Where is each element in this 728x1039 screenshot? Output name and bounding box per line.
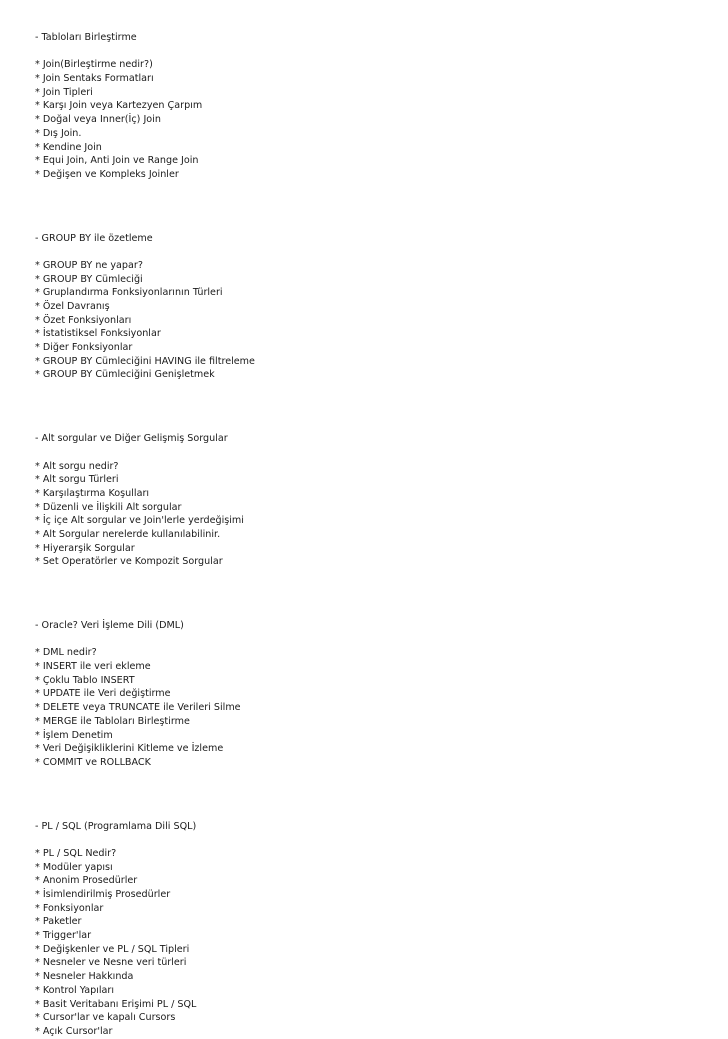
- list-item: * INSERT ile veri ekleme: [35, 661, 151, 673]
- list-item: * MERGE ile Tabloları Birleştirme: [35, 715, 190, 727]
- topic-list: [35, 58, 715, 181]
- list-item: * Düzenli ve İlişkili Alt sorgular: [35, 501, 182, 513]
- document-page: [35, 31, 715, 1039]
- list-item: * Trigger'lar: [35, 930, 92, 942]
- section-heading: - Oracle? Veri İşleme Dili (DML): [35, 620, 184, 631]
- list-item: * Diğer Fonksiyonlar: [35, 342, 133, 354]
- list-item: * UPDATE ile Veri değiştirme: [35, 688, 171, 700]
- section-dml: [35, 619, 715, 770]
- list-item: * Kontrol Yapıları: [35, 984, 115, 996]
- list-item: * Set Operatörler ve Kompozit Sorgular: [35, 556, 223, 568]
- list-item: * İç içe Alt sorgular ve Join'lerle yerdeğişimi: [35, 515, 244, 527]
- section-plsql: [35, 820, 715, 1039]
- section-heading: - GROUP BY ile özetleme: [35, 232, 153, 244]
- section-heading: - Tabloları Birleştirme: [35, 32, 137, 43]
- list-item: * Değişen ve Kompleks Joinler: [35, 168, 179, 180]
- list-item: * Değişkenler ve PL / SQL Tipleri: [35, 943, 190, 955]
- list-item: * İşlem Denetim: [35, 729, 113, 741]
- list-item: * DML nedir?: [35, 647, 97, 659]
- list-item: * Alt Sorgular nerelerde kullanılabilinir.: [35, 528, 221, 540]
- list-item: * İsimlendirilmiş Prosedürler: [35, 889, 171, 900]
- list-item: * COMMIT ve ROLLBACK: [35, 756, 151, 768]
- list-item: * Cursor'lar ve kapalı Cursors: [35, 1012, 176, 1024]
- topic-list: [35, 847, 715, 1039]
- list-item: * Veri Değişikliklerini Kitleme ve İzleme: [35, 743, 224, 755]
- list-item: * Doğal veya Inner(İç) Join: [35, 114, 161, 126]
- list-item: * Join Tipleri: [35, 86, 93, 98]
- list-item: * Dış Join.: [35, 127, 82, 139]
- list-item: * Fonksiyonlar: [35, 902, 104, 914]
- list-item: * Hiyerarşik Sorgular: [35, 542, 135, 554]
- list-item: * Paketler: [35, 916, 82, 928]
- list-item: * Alt sorgu nedir?: [35, 460, 119, 472]
- list-item: * İstatistiksel Fonksiyonlar: [35, 328, 161, 340]
- topic-list: [35, 460, 715, 570]
- section-joins: [35, 31, 715, 182]
- topic-list: [35, 646, 715, 769]
- list-item: * Modüler yapısı: [35, 861, 113, 873]
- list-item: * Karşı Join veya Kartezyen Çarpım: [35, 100, 203, 112]
- list-item: * DELETE veya TRUNCATE ile Verileri Silme: [35, 702, 241, 714]
- section-subqueries: [35, 432, 715, 569]
- list-item: * Anonim Prosedürler: [35, 875, 138, 887]
- list-item: * Gruplandırma Fonksiyonlarının Türleri: [35, 287, 223, 299]
- list-item: * Kendine Join: [35, 141, 102, 153]
- list-item: * Alt sorgu Türleri: [35, 474, 119, 486]
- topic-list: [35, 259, 715, 382]
- list-item: * PL / SQL Nedir?: [35, 847, 117, 859]
- list-item: * Karşılaştırma Koşulları: [35, 487, 150, 499]
- list-item: * GROUP BY Cümleciğini Genişletmek: [35, 369, 215, 381]
- list-item: * Çoklu Tablo INSERT: [35, 674, 135, 686]
- list-item: * Nesneler ve Nesne veri türleri: [35, 957, 187, 969]
- list-item: * GROUP BY Cümleciğini HAVING ile filtreleme: [35, 355, 255, 367]
- section-heading: - PL / SQL (Programlama Dili SQL): [35, 820, 197, 832]
- list-item: * GROUP BY ne yapar?: [35, 259, 143, 271]
- list-item: * Join(Birleştirme nedir?): [35, 59, 153, 71]
- list-item: * Özel Davranış: [35, 301, 110, 312]
- list-item: * Join Sentaks Formatları: [35, 73, 154, 85]
- section-heading: - Alt sorgular ve Diğer Gelişmiş Sorgular: [35, 433, 228, 445]
- list-item: * GROUP BY Cümleciği: [35, 273, 143, 285]
- section-group-by: [35, 232, 715, 383]
- list-item: * Nesneler Hakkında: [35, 971, 134, 983]
- list-item: * Equi Join, Anti Join ve Range Join: [35, 155, 199, 167]
- list-item: * Özet Fonksiyonları: [35, 314, 132, 326]
- list-item: * Açık Cursor'lar: [35, 1025, 113, 1037]
- list-item: * Basit Veritabanı Erişimi PL / SQL: [35, 998, 197, 1010]
